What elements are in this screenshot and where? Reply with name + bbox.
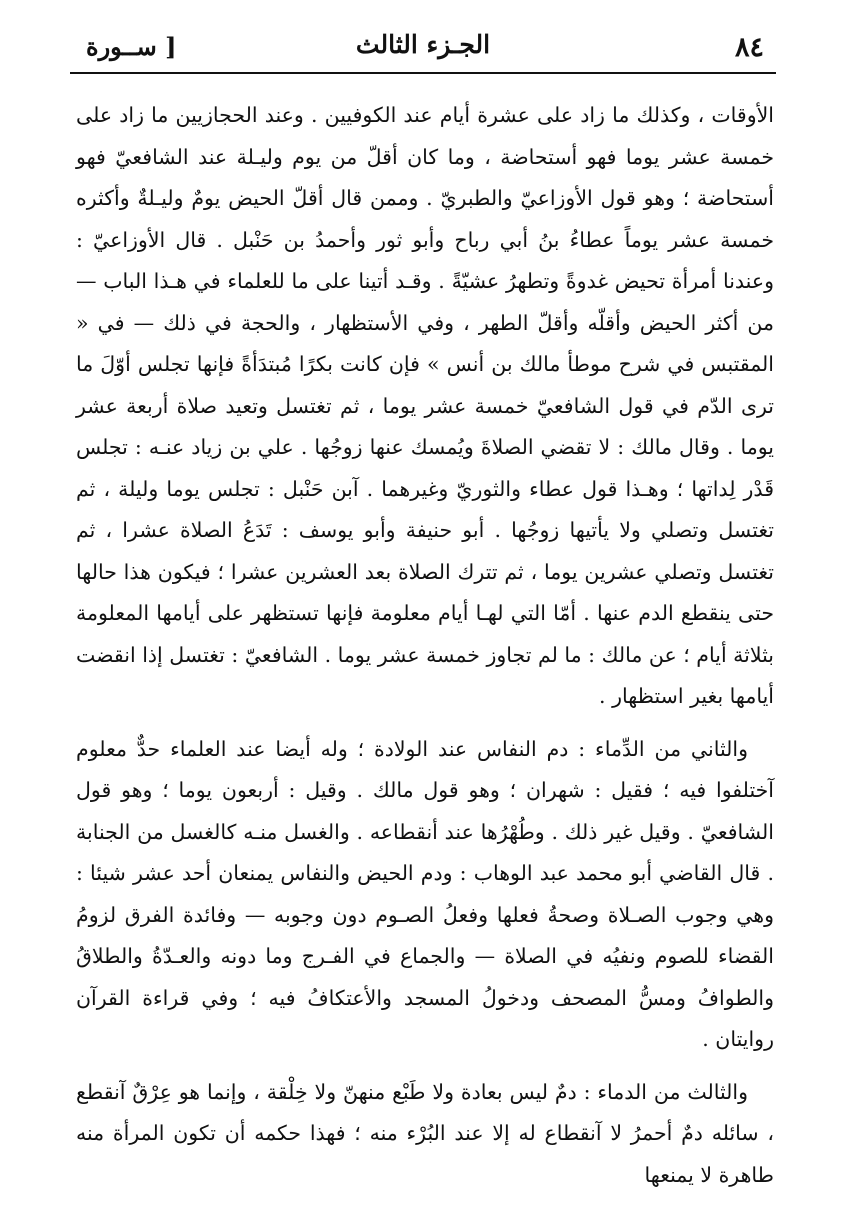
surah-label: [ ســورة	[86, 32, 177, 61]
paragraph-postpartum: والثاني من الدِّماء : دم النفاس عند الولادة ؛ وله أيضا عند العلماء حدٌّ معلوم آختلفوا فيه ؛ فقيل : شهران ؛ وهو قول مالك . وقيل : أربعون يوما ؛ وهو قول الشافعيّ . وقيل غير ذلك . وطُهْرُها عند أنقطاعه . والغسل منـه كالغسل من الجنابة . قال القاضي أبو محمد عبد الوهاب : ودم الحيض والنفاس يمنعان أحد عشر شيئا : وهي وجوب الصـلاة وصحةُ فعلها وفعلُ الصـوم دون وجوبه — وفائدة الفرق لزومُ القضاء للصوم ونفيُه في الصلاة — والجماع في الفـرج وما دونه والعـدّةُ والطلاقُ والطوافُ ومسُّ المصحف ودخولُ المسجد والأعتكافُ فيه ؛ وفي قراءة القرآن روايتان .	[76, 736, 774, 1051]
paragraph-istihada: والثالث من الدماء : دمٌ ليس بعادة ولا طَبْع منهنّ ولا خِلْقة ، وإنما هو عِرْقٌ آنقطع ، سائله دمٌ أحمرُ لا آنقطاع له إلا عند البُرْء منه ؛ فهذا حكمه أن تكون المرأة منه طاهرة لا يمنعها	[76, 1079, 774, 1187]
body-text	[76, 95, 774, 1196]
page-number: ٨٤	[734, 32, 764, 63]
paragraph-menstruation: الأوقات ، وكذلك ما زاد على عشرة أيام عند الكوفيين . وعند الحجازيين ما زاد على خمسة عشر يوما فهو أستحاضة ، وما كان أقلّ من يوم وليـلة عند الشافعيّ فهو أستحاضة ؛ وهو قول الأوزاعيّ والطبريّ . وممن قال أقلّ الحيض يومٌ وليـلةٌ وأكثره خمسة عشر يوماً عطاءُ بنُ أبي رباح وأبو ثور وأحمدُ بن حَنْبل . قال الأوزاعيّ : وعندنا أمرأة تحيض غدوةً وتطهرُ عشيّةً . وقـد أتينا على ما للعلماء في هـذا الباب — من أكثر الحيض وأقلّه وأقلّ الطهر ، وفي الأستظهار ، والحجة في ذلك — في « المقتبس في شرح موطأ مالك بن أنس » فإن كانت بكرًا مُبتدَأةً فإنها تجلس أوّلَ ما ترى الدّم في قول الشافعيّ خمسة عشر يوما ، ثم تغتسل وتعيد صلاة أربعة عشر يوما . وقال مالك : لا تقضي الصلاةَ ويُمسك عنها زوجُها . علي بن زياد عنـه : تجلس قَدْر لِداتها ؛ وهـذا قول عطاء والثوريّ وغيرهما . آبن حَنْبل : تجلس يوما وليلة ، ثم تغتسل وتصلي ولا يأتيها زوجُها . أبو حنيفة وأبو يوسف : تَدَعُ الصلاة عشرا ، ثم تغتسل وتصلي عشرين يوما ، ثم تترك الصلاة بعد العشرين عشرا ؛ فيكون هذا حالها حتى ينقطع الدم عنها . أمّا التي لهـا أيام معلومة فإنها تستظهر على أيامها المعلومة بثلاثة أيام ؛ عن مالك : ما لم تجاوز خمسة عشر يوما . الشافعيّ : تغتسل إذا انقضت أيامها بغير استظهار .	[76, 103, 774, 708]
header-rule	[70, 72, 776, 74]
page-header	[70, 20, 776, 76]
part-title: الجـزء الثالث	[355, 30, 491, 59]
